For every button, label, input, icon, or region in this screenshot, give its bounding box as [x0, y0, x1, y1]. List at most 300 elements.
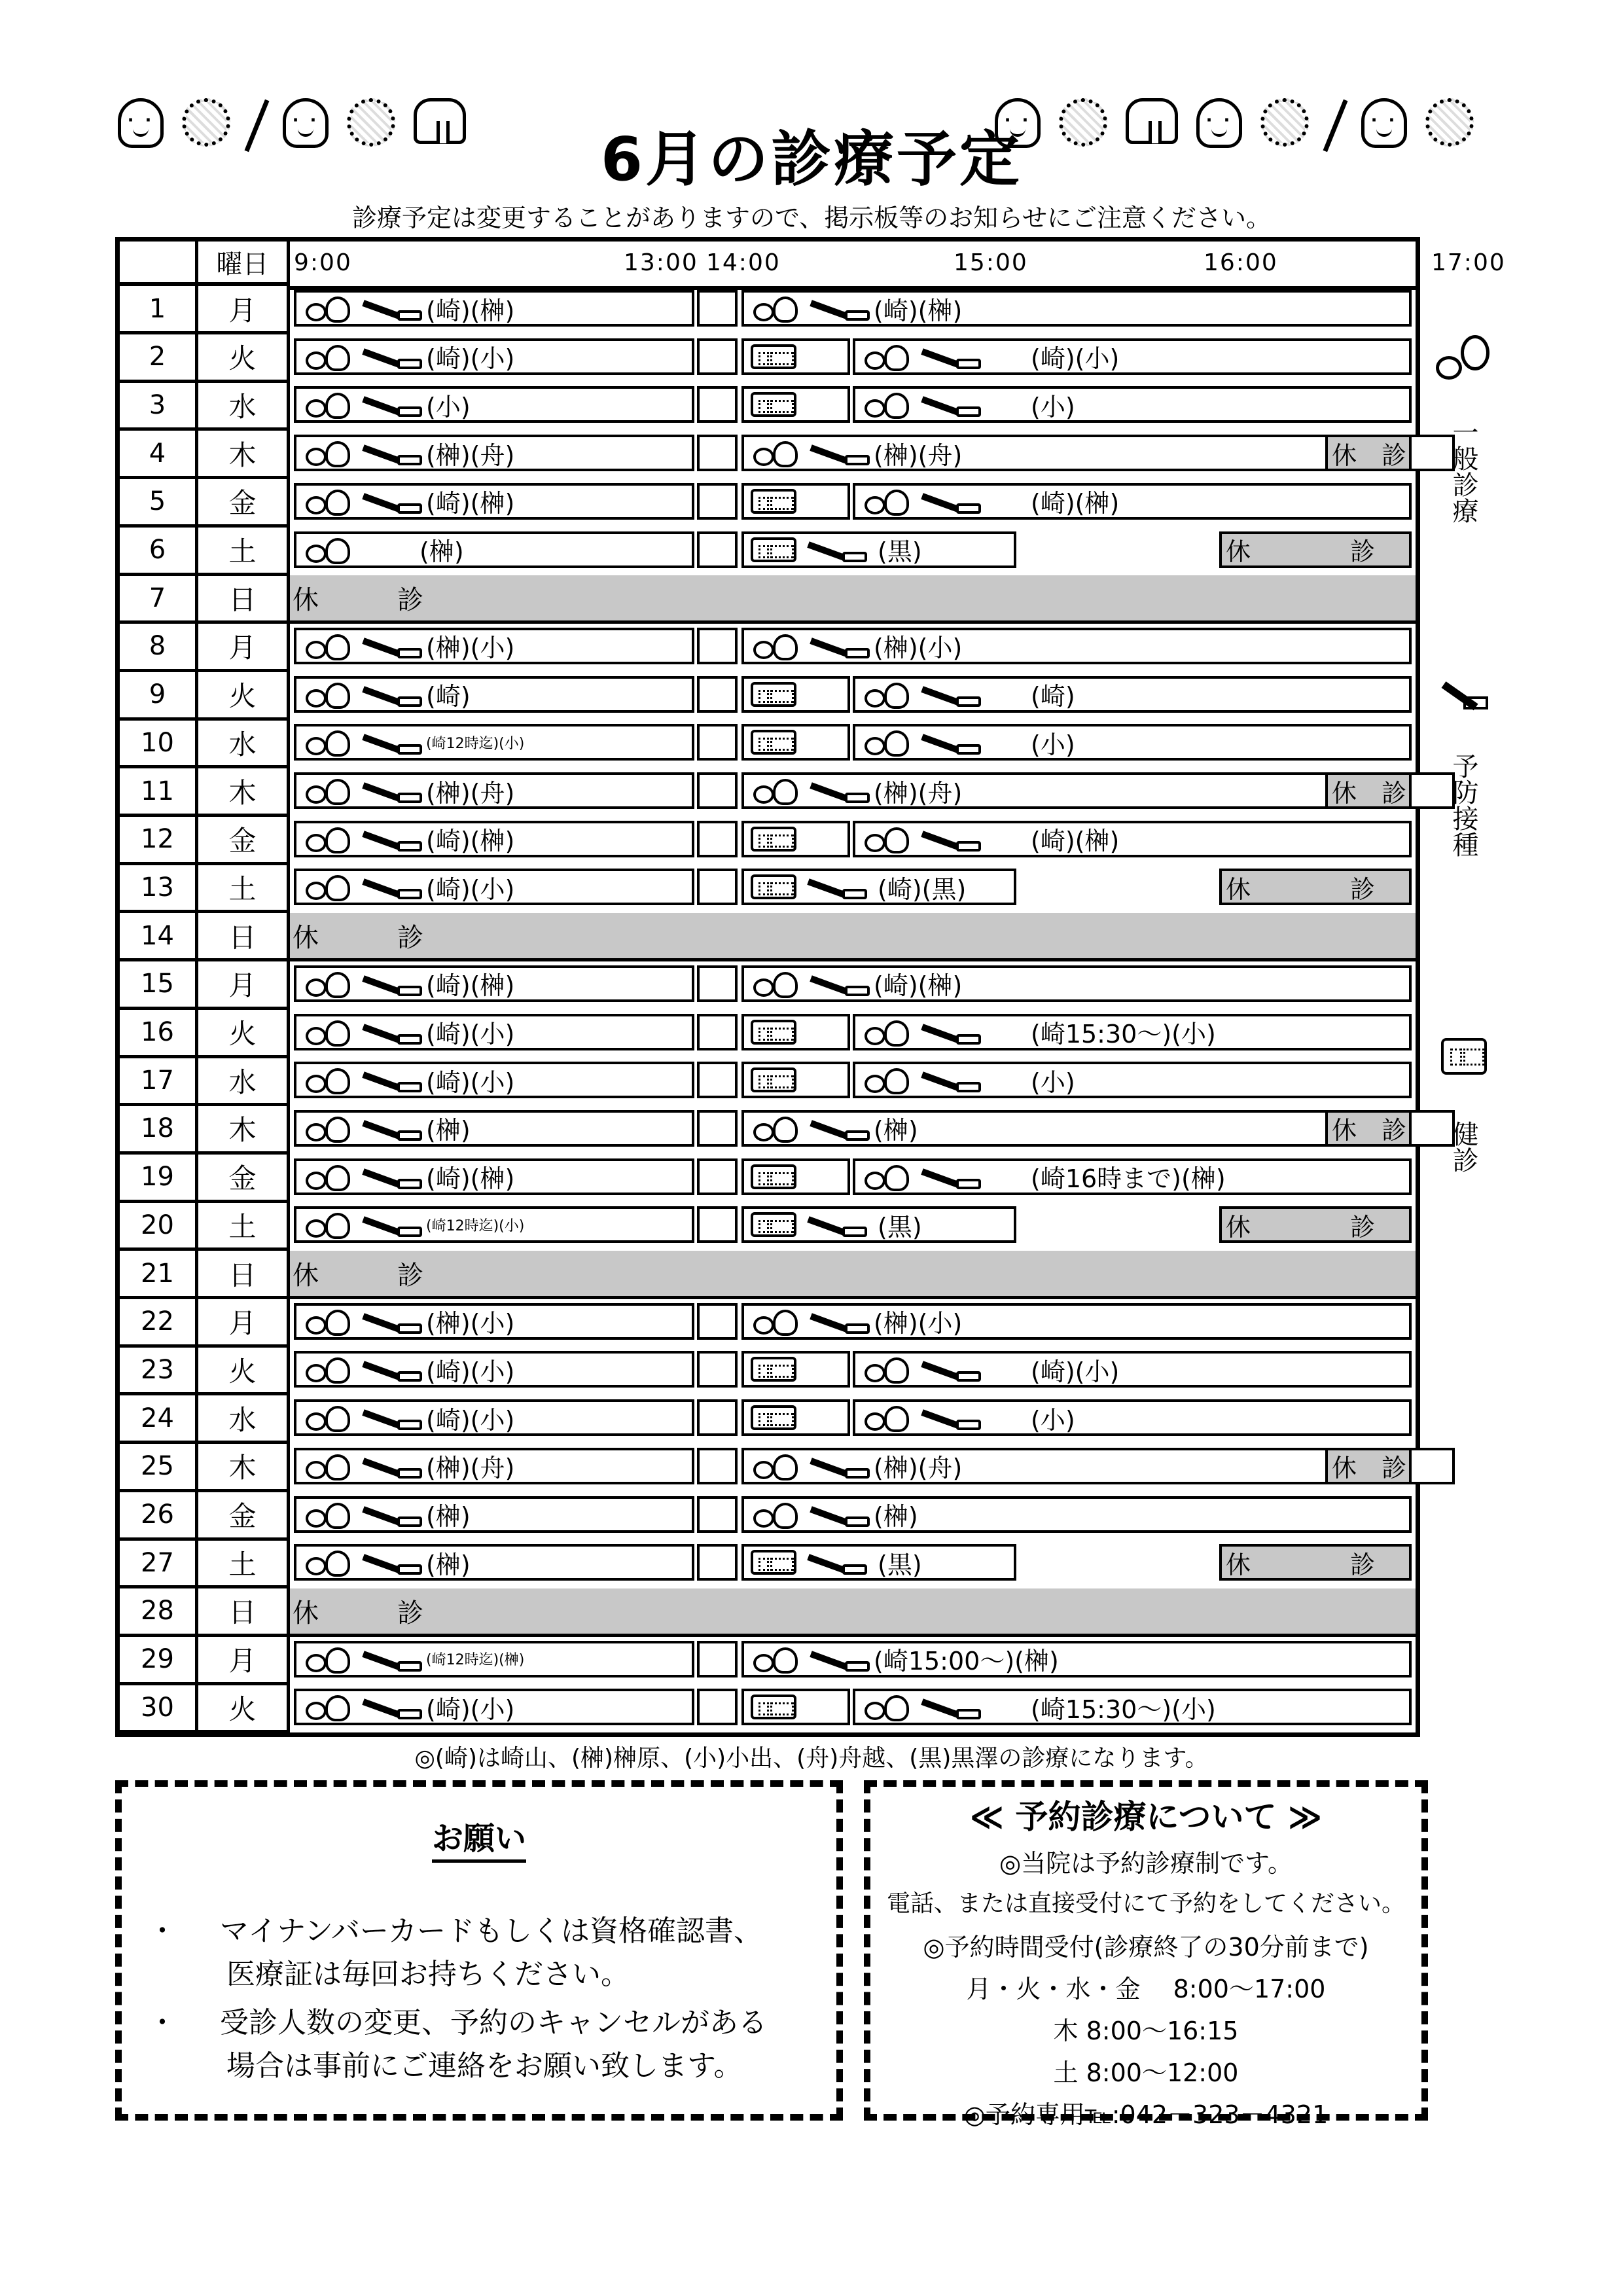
- closed-afternoon: [1219, 1544, 1412, 1581]
- table-row: [120, 528, 1416, 576]
- syringe-icon: [363, 731, 419, 753]
- weekday: 土: [198, 528, 290, 576]
- stethoscope-icon: [1435, 334, 1493, 380]
- syringe-icon: [363, 683, 419, 706]
- afternoon-session: [741, 1206, 1016, 1243]
- reservation-line-1: ◎当院は予約診療制です。: [999, 1849, 1293, 1878]
- closed-label: 休 診: [293, 1261, 423, 1291]
- syringe-icon: [363, 1455, 419, 1477]
- page-title: 6月の診療予定: [600, 124, 1022, 194]
- syringe-icon: [811, 1310, 867, 1333]
- checkup-icon: [751, 392, 796, 417]
- morning-session: [294, 386, 694, 423]
- checkup-icon: [751, 1212, 796, 1237]
- doctor-text: (崎)(小): [426, 1405, 515, 1435]
- morning-session: [294, 1448, 694, 1484]
- day-number: 1: [120, 286, 198, 334]
- syringe-icon: [922, 1407, 978, 1429]
- closed-day: [290, 575, 1416, 624]
- stethoscope-icon: [753, 971, 799, 997]
- morning-session: [294, 869, 694, 905]
- doctor-text: (榊)(舟): [426, 440, 515, 470]
- closed-label: 休 診: [1226, 537, 1376, 566]
- break-slot: [697, 1158, 738, 1195]
- closed-label: 休 診: [293, 1598, 423, 1628]
- table-row: [120, 1444, 1416, 1492]
- break-slot: [697, 435, 738, 471]
- doctor-text: (黒): [878, 1212, 922, 1242]
- checkup-slot: [741, 1062, 850, 1098]
- table-row: [120, 817, 1416, 865]
- checkup-icon: [751, 1550, 796, 1575]
- stethoscope-icon: [865, 1694, 910, 1720]
- day-number: 15: [120, 961, 198, 1010]
- doctor-text: (崎)(榊): [1031, 489, 1120, 518]
- stethoscope-icon: [306, 488, 351, 514]
- syringe-icon: [363, 490, 419, 512]
- time-1500: 15:00: [954, 249, 1028, 276]
- syringe-icon: [811, 635, 867, 657]
- closed-afternoon: [1219, 531, 1412, 568]
- morning-session: [294, 1351, 694, 1388]
- day-number: 25: [120, 1444, 198, 1492]
- stethoscope-icon: [306, 874, 351, 900]
- morning-session: [294, 772, 694, 809]
- doctor-text: (榊)(小): [874, 634, 963, 663]
- stethoscope-icon: [753, 1308, 799, 1335]
- doctor-text: (榊): [426, 1550, 471, 1579]
- day-number: 22: [120, 1299, 198, 1348]
- legend-general-label: [1437, 419, 1489, 524]
- request-item-1-line-2: 医療証は毎回お持ちください。: [226, 1958, 630, 1991]
- stethoscope-icon: [865, 729, 910, 755]
- day-number: 23: [120, 1347, 198, 1395]
- afternoon-session: [853, 1689, 1412, 1725]
- weekday: 木: [198, 1106, 290, 1155]
- header-day-cell: [120, 242, 198, 286]
- syringe-icon: [363, 1696, 419, 1718]
- table-row: [120, 431, 1416, 479]
- doctor-text: (崎)(榊): [426, 827, 515, 856]
- stethoscope-icon: [306, 1164, 351, 1190]
- weekday: 日: [198, 575, 290, 624]
- stethoscope-icon: [306, 1019, 351, 1045]
- stethoscope-icon: [865, 1164, 910, 1190]
- doctor-text: (崎)(榊): [426, 1164, 515, 1194]
- day-number: 17: [120, 1058, 198, 1106]
- table-row: [120, 479, 1416, 528]
- doctor-text: (崎)(小): [426, 874, 515, 904]
- weekday: 土: [198, 1540, 290, 1588]
- weekday: 土: [198, 865, 290, 913]
- syringe-icon: [363, 1069, 419, 1091]
- closed-label: 休 診: [1226, 1550, 1376, 1579]
- weekday: 日: [198, 1588, 290, 1637]
- doctor-text: (榊)(舟): [874, 778, 963, 808]
- afternoon-session: [741, 1303, 1412, 1340]
- weekday: 月: [198, 624, 290, 672]
- reservation-line-6: 土 8:00～12:00: [1053, 2058, 1239, 2087]
- syringe-icon: [922, 828, 978, 850]
- checkup-slot: [741, 676, 850, 713]
- stethoscope-icon: [306, 1453, 351, 1479]
- doctor-text: (榊)(小): [426, 1309, 515, 1338]
- reservation-line-4: 月・火・水・金 8:00～17:00: [966, 1975, 1326, 2003]
- day-number: 28: [120, 1588, 198, 1637]
- morning-session: [294, 821, 694, 857]
- table-row: [120, 1106, 1416, 1155]
- closed-label: 休 診: [1226, 874, 1376, 904]
- closed-late: [1325, 1448, 1412, 1484]
- syringe-icon: [363, 828, 419, 850]
- afternoon-session: [741, 1641, 1412, 1677]
- weekday: 月: [198, 1299, 290, 1348]
- day-number: 20: [120, 1202, 198, 1251]
- table-row: [120, 672, 1416, 721]
- stethoscope-icon: [753, 1115, 799, 1141]
- stethoscope-icon: [865, 1019, 910, 1045]
- doctor-text: (崎): [1031, 682, 1075, 711]
- syringe-icon: [922, 346, 978, 368]
- afternoon-session: [741, 1496, 1412, 1533]
- table-row: [120, 1395, 1416, 1444]
- afternoon-session: [741, 1544, 1016, 1581]
- day-number: 18: [120, 1106, 198, 1155]
- doctor-text: (崎)(榊): [874, 296, 963, 325]
- stethoscope-icon: [753, 1646, 799, 1672]
- day-number: 19: [120, 1155, 198, 1203]
- bullet: ・: [148, 1914, 177, 1948]
- afternoon-session: [853, 724, 1412, 761]
- request-item-2-line-1: 受診人数の変更、予約のキャンセルがある: [220, 2006, 767, 2039]
- stethoscope-icon: [306, 633, 351, 659]
- break-slot: [697, 1062, 738, 1098]
- weekday: 水: [198, 1058, 290, 1106]
- syringe-icon: [363, 780, 419, 802]
- doctor-text: (崎)(榊): [426, 296, 515, 325]
- doctor-text: (榊): [419, 537, 464, 566]
- reservation-box: [864, 1780, 1428, 2129]
- day-number: 6: [120, 528, 198, 576]
- table-row: [120, 382, 1416, 431]
- doctor-text: (崎)(小): [426, 344, 515, 374]
- weekday: 金: [198, 479, 290, 528]
- stethoscope-icon: [306, 1115, 351, 1141]
- request-box: [115, 1780, 843, 2121]
- break-slot: [697, 676, 738, 713]
- morning-session: [294, 290, 694, 327]
- syringe-icon: [922, 393, 978, 416]
- checkup-icon: [751, 537, 796, 562]
- closed-late: [1325, 772, 1412, 809]
- stethoscope-icon: [865, 681, 910, 708]
- syringe-icon: [811, 1117, 867, 1139]
- day-number: 27: [120, 1540, 198, 1588]
- day-number: 2: [120, 334, 198, 383]
- closed-late: [1325, 1110, 1412, 1147]
- doctor-text: (榊)(舟): [426, 778, 515, 808]
- syringe-icon: [811, 1503, 867, 1526]
- syringe-icon: [363, 442, 419, 464]
- syringe-icon: [363, 1117, 419, 1139]
- time-1700: 17:00: [1431, 249, 1506, 276]
- stethoscope-icon: [306, 778, 351, 804]
- break-slot: [697, 1689, 738, 1725]
- table-row: [120, 720, 1416, 768]
- morning-session: [294, 1689, 694, 1725]
- doctor-text: (崎15:30～)(小): [1031, 1020, 1216, 1049]
- closed-label: 休 診: [1332, 1454, 1407, 1483]
- day-number: 21: [120, 1251, 198, 1299]
- table-row: [120, 1540, 1416, 1588]
- morning-session: [294, 1496, 694, 1533]
- day-number: 29: [120, 1637, 198, 1685]
- table-row: [120, 1058, 1416, 1106]
- doctor-text: (榊): [874, 1502, 918, 1531]
- checkup-slot: [741, 338, 850, 375]
- morning-session: [294, 531, 694, 568]
- weekday: 木: [198, 431, 290, 479]
- doctor-text: (小): [426, 392, 471, 422]
- table-row: [120, 1588, 1416, 1637]
- doctor-text: (小): [1031, 1067, 1075, 1097]
- afternoon-session: [853, 1351, 1412, 1388]
- reservation-title: ≪ 予約診療について ≫: [969, 1798, 1323, 1836]
- weekday: 月: [198, 286, 290, 334]
- doctor-text: (崎)(小): [1031, 344, 1120, 374]
- break-slot: [697, 338, 738, 375]
- break-slot: [697, 531, 738, 568]
- stethoscope-icon: [306, 826, 351, 852]
- syringe-icon: [363, 297, 419, 319]
- break-slot: [697, 772, 738, 809]
- doctor-text: (崎12時迄)(榊): [426, 1652, 525, 1669]
- break-slot: [697, 1206, 738, 1243]
- morning-session: [294, 1303, 694, 1340]
- table-row: [120, 1492, 1416, 1541]
- doctor-text: (崎)(小): [426, 1020, 515, 1049]
- doctor-text: (崎15:00～)(榊): [874, 1647, 1059, 1676]
- syringe-icon: [363, 1648, 419, 1670]
- weekday: 土: [198, 1202, 290, 1251]
- checkup-icon: [751, 730, 796, 755]
- weekday: 金: [198, 817, 290, 865]
- table-row: [120, 1202, 1416, 1251]
- table-row: [120, 624, 1416, 672]
- weekday: 日: [198, 1251, 290, 1299]
- break-slot: [697, 1014, 738, 1050]
- morning-session: [294, 628, 694, 664]
- reservation-line-7: ◎予約専用℡:042－323－4321: [963, 2100, 1329, 2129]
- doctor-text: (崎)(榊): [1031, 827, 1120, 856]
- day-number: 8: [120, 624, 198, 672]
- break-slot: [697, 869, 738, 905]
- syringe-icon: [922, 683, 978, 706]
- doctor-text: (榊)(小): [874, 1309, 963, 1338]
- day-number: 30: [120, 1685, 198, 1733]
- morning-session: [294, 1158, 694, 1195]
- doctor-text: (榊)(小): [426, 634, 515, 663]
- closed-label: 休 診: [1332, 778, 1407, 808]
- afternoon-session: [853, 676, 1412, 713]
- syringe-icon: [363, 1310, 419, 1333]
- checkup-slot: [741, 1399, 850, 1436]
- stethoscope-icon: [306, 1405, 351, 1431]
- doctor-text: (榊)(舟): [426, 1454, 515, 1483]
- table-row: [120, 1637, 1416, 1685]
- time-1300: 13:00: [624, 249, 698, 276]
- stethoscope-icon: [306, 681, 351, 708]
- reservation-line-2: 電話、または直接受付にて予約をしてください。: [886, 1890, 1405, 1917]
- syringe-icon: [811, 780, 867, 802]
- syringe-icon: [363, 635, 419, 657]
- checkup-icon: [1441, 1038, 1487, 1075]
- stethoscope-icon: [753, 440, 799, 466]
- closed-late: [1325, 435, 1412, 471]
- afternoon-session: [853, 1399, 1412, 1436]
- checkup-slot: [741, 1351, 850, 1388]
- stethoscope-icon: [306, 1549, 351, 1575]
- syringe-icon: [363, 1503, 419, 1526]
- break-slot: [697, 1448, 738, 1484]
- closed-day: [290, 913, 1416, 961]
- syringe-icon: [811, 1455, 867, 1477]
- stethoscope-icon: [753, 295, 799, 321]
- afternoon-session: [853, 821, 1412, 857]
- closed-afternoon: [1219, 1206, 1412, 1243]
- weekday: 日: [198, 913, 290, 961]
- morning-session: [294, 483, 694, 520]
- afternoon-session: [741, 965, 1412, 1002]
- bullet: ・: [148, 2006, 177, 2039]
- table-row: [120, 334, 1416, 383]
- closed-afternoon: [1219, 869, 1412, 905]
- checkup-icon: [751, 344, 796, 369]
- stethoscope-icon: [306, 1356, 351, 1382]
- legend-vaccine-label: [1437, 753, 1489, 857]
- closed-day: [290, 1251, 1416, 1299]
- afternoon-session: [853, 1062, 1412, 1098]
- table-row: [120, 961, 1416, 1010]
- weekday: 金: [198, 1155, 290, 1203]
- time-1600: 16:00: [1204, 249, 1278, 276]
- morning-session: [294, 1014, 694, 1050]
- day-number: 16: [120, 1010, 198, 1058]
- stethoscope-icon: [865, 488, 910, 514]
- day-number: 12: [120, 817, 198, 865]
- syringe-icon: [922, 1696, 978, 1718]
- doctor-text: (黒): [878, 537, 922, 566]
- doctor-text: (崎)(榊): [426, 489, 515, 518]
- doctor-text: (崎)(小): [1031, 1357, 1120, 1386]
- syringe-icon: [811, 1648, 867, 1670]
- syringe-icon: [922, 1069, 978, 1091]
- stethoscope-icon: [865, 1067, 910, 1093]
- syringe-icon: [811, 442, 867, 464]
- syringe-icon: [363, 346, 419, 368]
- checkup-slot: [741, 386, 850, 423]
- stethoscope-icon: [865, 344, 910, 370]
- checkup-slot: [741, 1014, 850, 1050]
- afternoon-session: [741, 628, 1412, 664]
- request-title-text: お願い: [432, 1820, 526, 1863]
- stethoscope-icon: [306, 344, 351, 370]
- morning-session: [294, 1206, 694, 1243]
- morning-session: [294, 1062, 694, 1098]
- stethoscope-icon: [753, 778, 799, 804]
- table-row: [120, 286, 1416, 334]
- break-slot: [697, 290, 738, 327]
- morning-session: [294, 338, 694, 375]
- checkup-slot: [741, 1158, 850, 1195]
- syringe-icon: [808, 876, 865, 898]
- doctor-text: (黒): [878, 1550, 922, 1579]
- break-slot: [697, 965, 738, 1002]
- weekday: 火: [198, 334, 290, 383]
- syringe-icon: [1440, 674, 1489, 713]
- stethoscope-icon: [306, 537, 351, 563]
- doctor-text: (榊): [426, 1116, 471, 1145]
- doctor-text: (小): [1031, 1405, 1075, 1435]
- syringe-icon: [363, 1407, 419, 1429]
- break-slot: [697, 1303, 738, 1340]
- closed-label: 休 診: [293, 923, 423, 954]
- syringe-icon: [363, 1551, 419, 1573]
- break-slot: [697, 1641, 738, 1677]
- legend-vaccine-text: 予防接種: [1448, 753, 1478, 857]
- afternoon-session: [853, 338, 1412, 375]
- checkup-slot: [741, 483, 850, 520]
- doctor-text: (崎)(小): [426, 1357, 515, 1386]
- checkup-icon: [751, 1405, 796, 1430]
- table-row: [120, 1299, 1416, 1348]
- syringe-icon: [922, 490, 978, 512]
- syringe-icon: [363, 1213, 419, 1236]
- day-number: 4: [120, 431, 198, 479]
- stethoscope-icon: [865, 1356, 910, 1382]
- morning-session: [294, 435, 694, 471]
- afternoon-session: [741, 531, 1016, 568]
- checkup-icon: [751, 1020, 796, 1045]
- closed-label: 休 診: [1332, 440, 1407, 470]
- syringe-icon: [363, 393, 419, 416]
- weekday: 火: [198, 1010, 290, 1058]
- table-row: [120, 575, 1416, 624]
- stethoscope-icon: [306, 1067, 351, 1093]
- day-number: 9: [120, 672, 198, 721]
- afternoon-session: [741, 290, 1412, 327]
- break-slot: [697, 724, 738, 761]
- weekday: 火: [198, 1347, 290, 1395]
- morning-session: [294, 1110, 694, 1147]
- weekday: 火: [198, 672, 290, 721]
- syringe-icon: [363, 973, 419, 995]
- afternoon-session: [853, 1158, 1412, 1195]
- table-header: [120, 242, 1506, 286]
- morning-session: [294, 724, 694, 761]
- break-slot: [697, 1544, 738, 1581]
- syringe-icon: [808, 539, 865, 561]
- doctor-text: (小): [1031, 730, 1075, 759]
- day-number: 7: [120, 575, 198, 624]
- syringe-icon: [922, 1021, 978, 1043]
- time-1400: 14:00: [706, 249, 781, 276]
- syringe-icon: [811, 297, 867, 319]
- weekday: 木: [198, 1444, 290, 1492]
- weekday: 水: [198, 382, 290, 431]
- checkup-icon: [751, 874, 796, 899]
- day-number: 26: [120, 1492, 198, 1541]
